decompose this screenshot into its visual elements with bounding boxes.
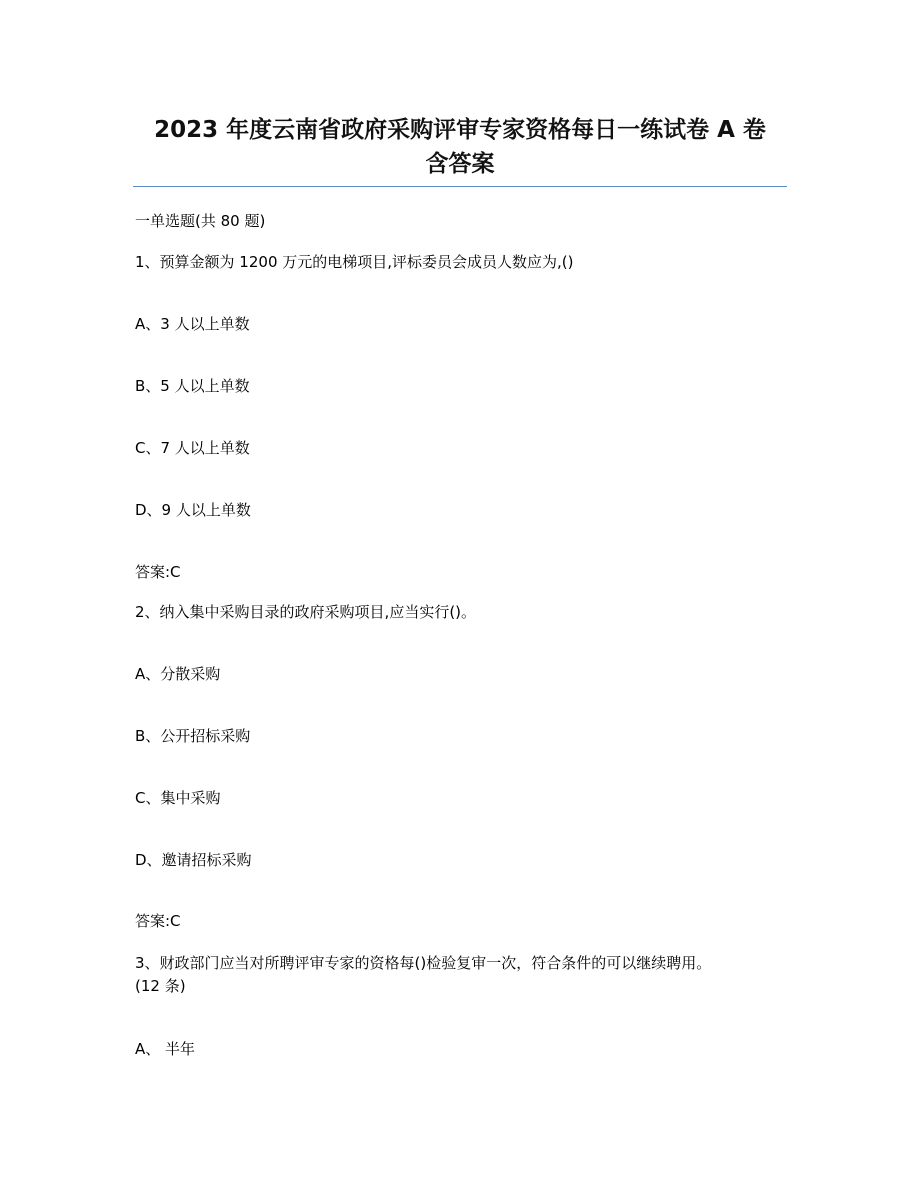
page-title-line-2: 含答案 bbox=[425, 151, 495, 177]
question-stem: 1、预算金额为 1200 万元的电梯项目,评标委员会成员人数应为,() bbox=[135, 253, 574, 271]
option-c: C、集中采购 bbox=[135, 789, 221, 807]
option-c: C、7 人以上单数 bbox=[135, 439, 250, 457]
page-title bbox=[100, 113, 820, 181]
option-a: A、 半年 bbox=[135, 1040, 196, 1058]
section-header: 一单选题(共 80 题) bbox=[135, 212, 266, 230]
question-stem: 2、纳入集中采购目录的政府采购项目,应当实行()。 bbox=[135, 603, 477, 621]
title-divider bbox=[133, 186, 787, 187]
question-stem: 3、财政部门应当对所聘评审专家的资格每()检验复审一次，符合条件的可以继续聘用。 bbox=[135, 954, 712, 972]
question-stem-continuation: (12 条) bbox=[135, 977, 186, 995]
option-b: B、5 人以上单数 bbox=[135, 377, 250, 395]
option-b: B、公开招标采购 bbox=[135, 727, 251, 745]
answer: 答案:C bbox=[135, 563, 181, 581]
option-a: A、3 人以上单数 bbox=[135, 315, 250, 333]
page-title-line-1: 2023 年度云南省政府采购评审专家资格每日一练试卷 A 卷 bbox=[154, 117, 766, 143]
option-a: A、分散采购 bbox=[135, 665, 221, 683]
option-d: D、9 人以上单数 bbox=[135, 501, 251, 519]
answer: 答案:C bbox=[135, 912, 181, 930]
option-d: D、邀请招标采购 bbox=[135, 851, 252, 869]
